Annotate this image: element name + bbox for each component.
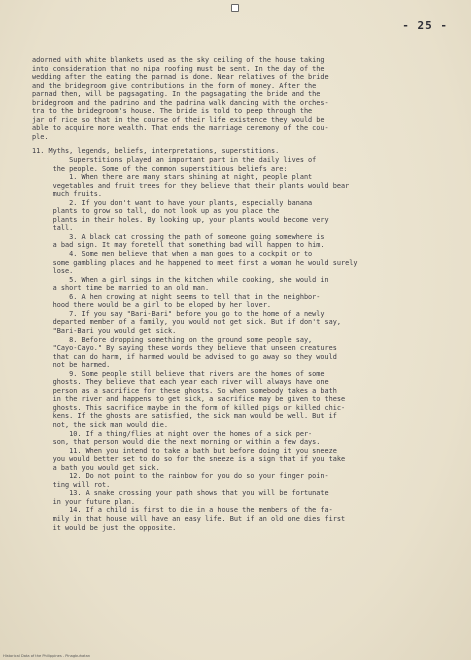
text-line: 11. Myths, legends, beliefs, interpretations, superstitions.: [32, 147, 280, 156]
archive-footer: Historical Data of the Philippines - Pinagbuhatan: [3, 654, 91, 658]
text-line: and the bridegroom give contributions in the form of money. After the: [32, 81, 317, 90]
text-line: 4. Some men believe that when a man goes to a cockpit or to: [32, 250, 313, 259]
text-line: tall.: [32, 224, 74, 233]
text-line: a bath you would get sick.: [32, 463, 160, 472]
text-line: plants in their holes. By looking up, your plants would become very: [32, 215, 329, 224]
text-line: 6. A hen crowing at night seems to tell that in the neighbor-: [32, 292, 321, 301]
text-line: much fruits.: [32, 190, 103, 199]
text-line: you would better set to do so for the sneeze is a sign that if you take: [32, 455, 346, 464]
text-line: son, that person would die the next morning or within a few days.: [32, 438, 321, 447]
text-line: bridegroom and the padrino and the padrina walk dancing with the orches-: [32, 98, 329, 107]
text-line: 11. When you intend to take a bath but before doing it you sneeze: [32, 446, 337, 455]
text-line: parnad then, will be pagsagating. In the pagsagating the bride and the: [32, 90, 321, 99]
text-line: 12. Do not point to the rainbow for you do so your finger poin-: [32, 472, 329, 481]
text-line: adorned with white blankets used as the sky ceiling of the house taking: [32, 56, 325, 64]
text-line: a short time be married to an old man.: [32, 284, 210, 293]
paragraph: [32, 147, 450, 532]
text-line: ting will rot.: [32, 480, 111, 489]
text-line: departed member of a family, you would not get sick. But if don't say,: [32, 318, 342, 327]
text-line: jar of rice so that in the course of their life existence they would be: [32, 115, 325, 124]
text-line: 8. Before dropping something on the ground some people say,: [32, 335, 313, 344]
text-line: not, the sick man would die.: [32, 420, 168, 429]
text-line: into consideration that no nipa roofing must be sent. In the day of the: [32, 64, 325, 73]
text-line: kens. If the ghosts are satisfied, the sick man would be well. But if: [32, 412, 337, 421]
text-line: wedding after the eating the parnad is done. Near relatives of the bride: [32, 73, 329, 82]
text-line: not be harmed.: [32, 361, 111, 370]
paragraph: [32, 56, 450, 141]
text-line: the people. Some of the common superstitious beliefs are:: [32, 164, 288, 173]
text-line: ghosts. This sacrifice maybe in the form of killed pigs or killed chic-: [32, 403, 346, 412]
document-body: [32, 56, 450, 532]
text-line: tra to the bridegroom's house. The bride is told to peep through the: [32, 107, 313, 116]
text-line: it would be just the opposite.: [32, 523, 177, 532]
text-line: in your future plan.: [32, 497, 136, 506]
text-line: in the river and happens to get sick, a sacrifice may be given to these: [32, 395, 346, 404]
text-line: some gambling places and he happened to meet first a woman he would surely: [32, 258, 358, 267]
text-line: ghosts. They believe that each year each river will always have one: [32, 378, 329, 387]
text-line: 7. If you say "Bari-Bari" before you go to the home of a newly: [32, 309, 325, 318]
text-line: 13. A snake crossing your path shows that you will be fortunate: [32, 489, 329, 498]
text-line: Superstitions played an important part in the daily lives of: [32, 156, 317, 165]
text-line: able to acquire more wealth. That ends the marriage ceremony of the cou-: [32, 124, 329, 133]
text-line: lose.: [32, 267, 74, 276]
page-number: - 25 -: [402, 19, 448, 32]
text-line: 10. If a thing/flies at night over the homes of a sick per-: [32, 429, 313, 438]
text-line: vegetables and fruit trees for they believe that their plants would bear: [32, 181, 350, 190]
text-line: plants to grow so tall, do not look up as you place the: [32, 207, 280, 216]
binding-mark: [231, 4, 239, 12]
text-line: "Bari-Bari you would get sick.: [32, 326, 177, 335]
text-line: ple.: [32, 132, 49, 141]
text-line: 3. A black cat crossing the path of someone going somewhere is: [32, 232, 325, 241]
text-line: mily in that house will have an easy life. But if an old one dies first: [32, 514, 346, 523]
text-line: 9. Some people still believe that rivers are the homes of some: [32, 369, 325, 378]
text-line: person as a sacrifice for these ghosts. So when somebody takes a bath: [32, 386, 337, 395]
text-line: hood there would be a girl to be eloped by her lover.: [32, 301, 271, 310]
text-line: 2. If you don't want to have your plants, especially banana: [32, 198, 313, 207]
text-line: that can do harm, if harmed would be advised to go away so they would: [32, 352, 337, 361]
text-line: 1. When there are many stars shining at night, people plant: [32, 173, 313, 182]
text-line: 14. If a child is first to die in a house the members of the fa-: [32, 506, 333, 515]
text-line: 5. When a girl sings in the kitchen while cooking, she would in: [32, 275, 329, 284]
text-line: a bad sign. It may foretell that something bad will happen to him.: [32, 241, 325, 250]
text-line: "Cayo-Cayo." By saying these words they believe that unseen creatures: [32, 344, 337, 353]
